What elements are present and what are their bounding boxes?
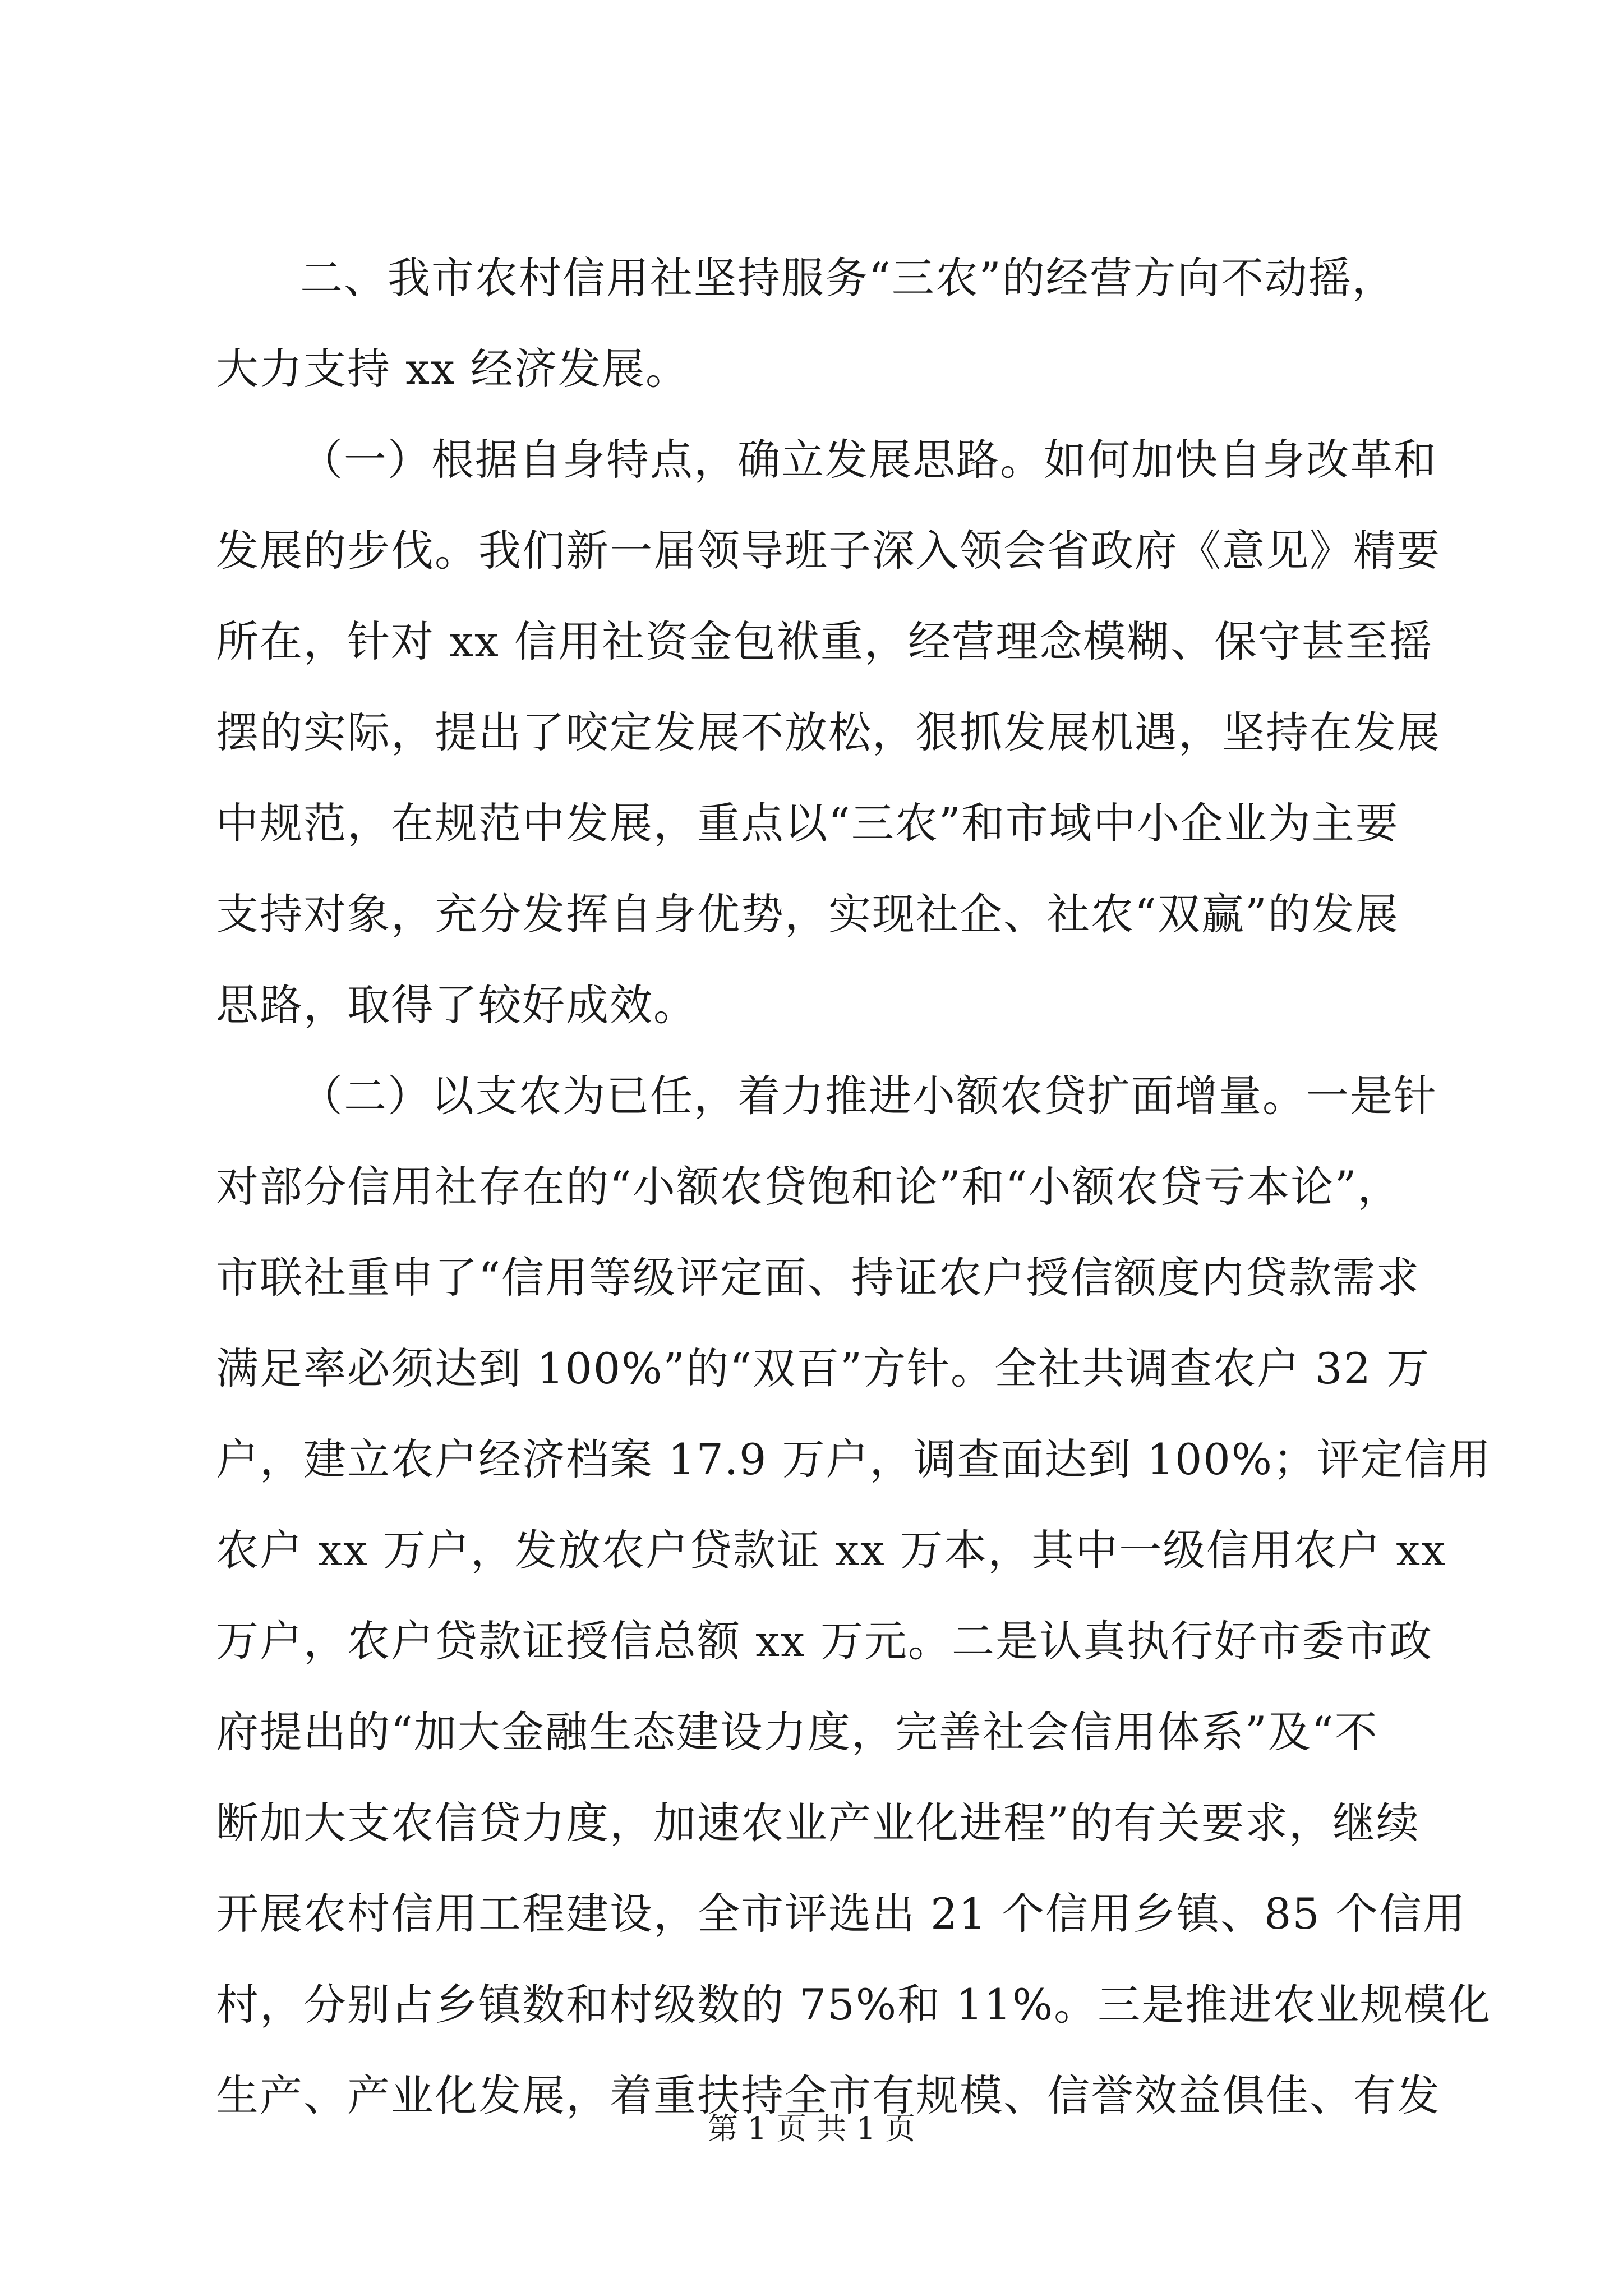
paragraph-line: 市联社重申了“信用等级评定面、持证农户授信额度内贷款需求 [216,1253,1420,1303]
paragraph-line: 生产、产业化发展，着重扶持全市有规模、信誉效益俱佳、有发 [216,2070,1441,2120]
paragraph-line: （一）根据自身特点，确立发展思路。如何加快自身改革和 [300,435,1437,485]
paragraph-line: 支持对象，充分发挥自身优势，实现社企、社农“双赢”的发展 [216,889,1399,939]
paragraph-line: 思路，取得了较好成效。 [216,980,697,1030]
paragraph-line: 满足率必须达到 100%”的“双百”方针。全社共调查农户 32 万 [216,1343,1431,1393]
paragraph-line: 摆的实际，提出了咬定发展不放松，狠抓发展机遇，坚持在发展 [216,707,1441,757]
section-heading-line: 二、我市农村信用社坚持服务“三农”的经营方向不动摇， [300,253,1396,303]
section-heading-line: 大力支持 xx 经济发展。 [216,344,690,394]
paragraph-line: 万户，农户贷款证授信总额 xx 万元。二是认真执行好市委市政 [216,1616,1433,1666]
page-footer: 第 1 页 共 1 页 [707,2111,916,2146]
paragraph-line: 农户 xx 万户，发放农户贷款证 xx 万本，其中一级信用农户 xx [216,1525,1446,1575]
paragraph-line: 户，建立农户经济档案 17.9 万户，调查面达到 100%；评定信用 [216,1434,1492,1484]
paragraph-line: 发展的步伐。我们新一届领导班子深入领会省政府《意见》精要 [216,526,1441,576]
paragraph-line: 村，分别占乡镇数和村级数的 75%和 11%。三是推进农业规模化 [216,1980,1492,2030]
paragraph-line: 开展农村信用工程建设，全市评选出 21 个信用乡镇、85 个信用 [216,1889,1467,1939]
paragraph-line: 断加大支农信贷力度，加速农业产业化进程”的有关要求，继续 [216,1798,1420,1848]
paragraph-line: 所在，针对 xx 信用社资金包袱重，经营理念模糊、保守甚至摇 [216,616,1433,666]
paragraph-line: 中规范，在规范中发展，重点以“三农”和市域中小企业为主要 [216,798,1399,848]
paragraph-line: （二）以支农为已任，着力推进小额农贷扩面增量。一是针 [300,1071,1437,1121]
document-body [216,233,1492,2141]
paragraph-line: 对部分信用社存在的“小额农贷饱和论”和“小额农贷亏本论”， [216,1162,1401,1212]
paragraph-line: 府提出的“加大金融生态建设力度，完善社会信用体系”及“不 [216,1707,1378,1757]
